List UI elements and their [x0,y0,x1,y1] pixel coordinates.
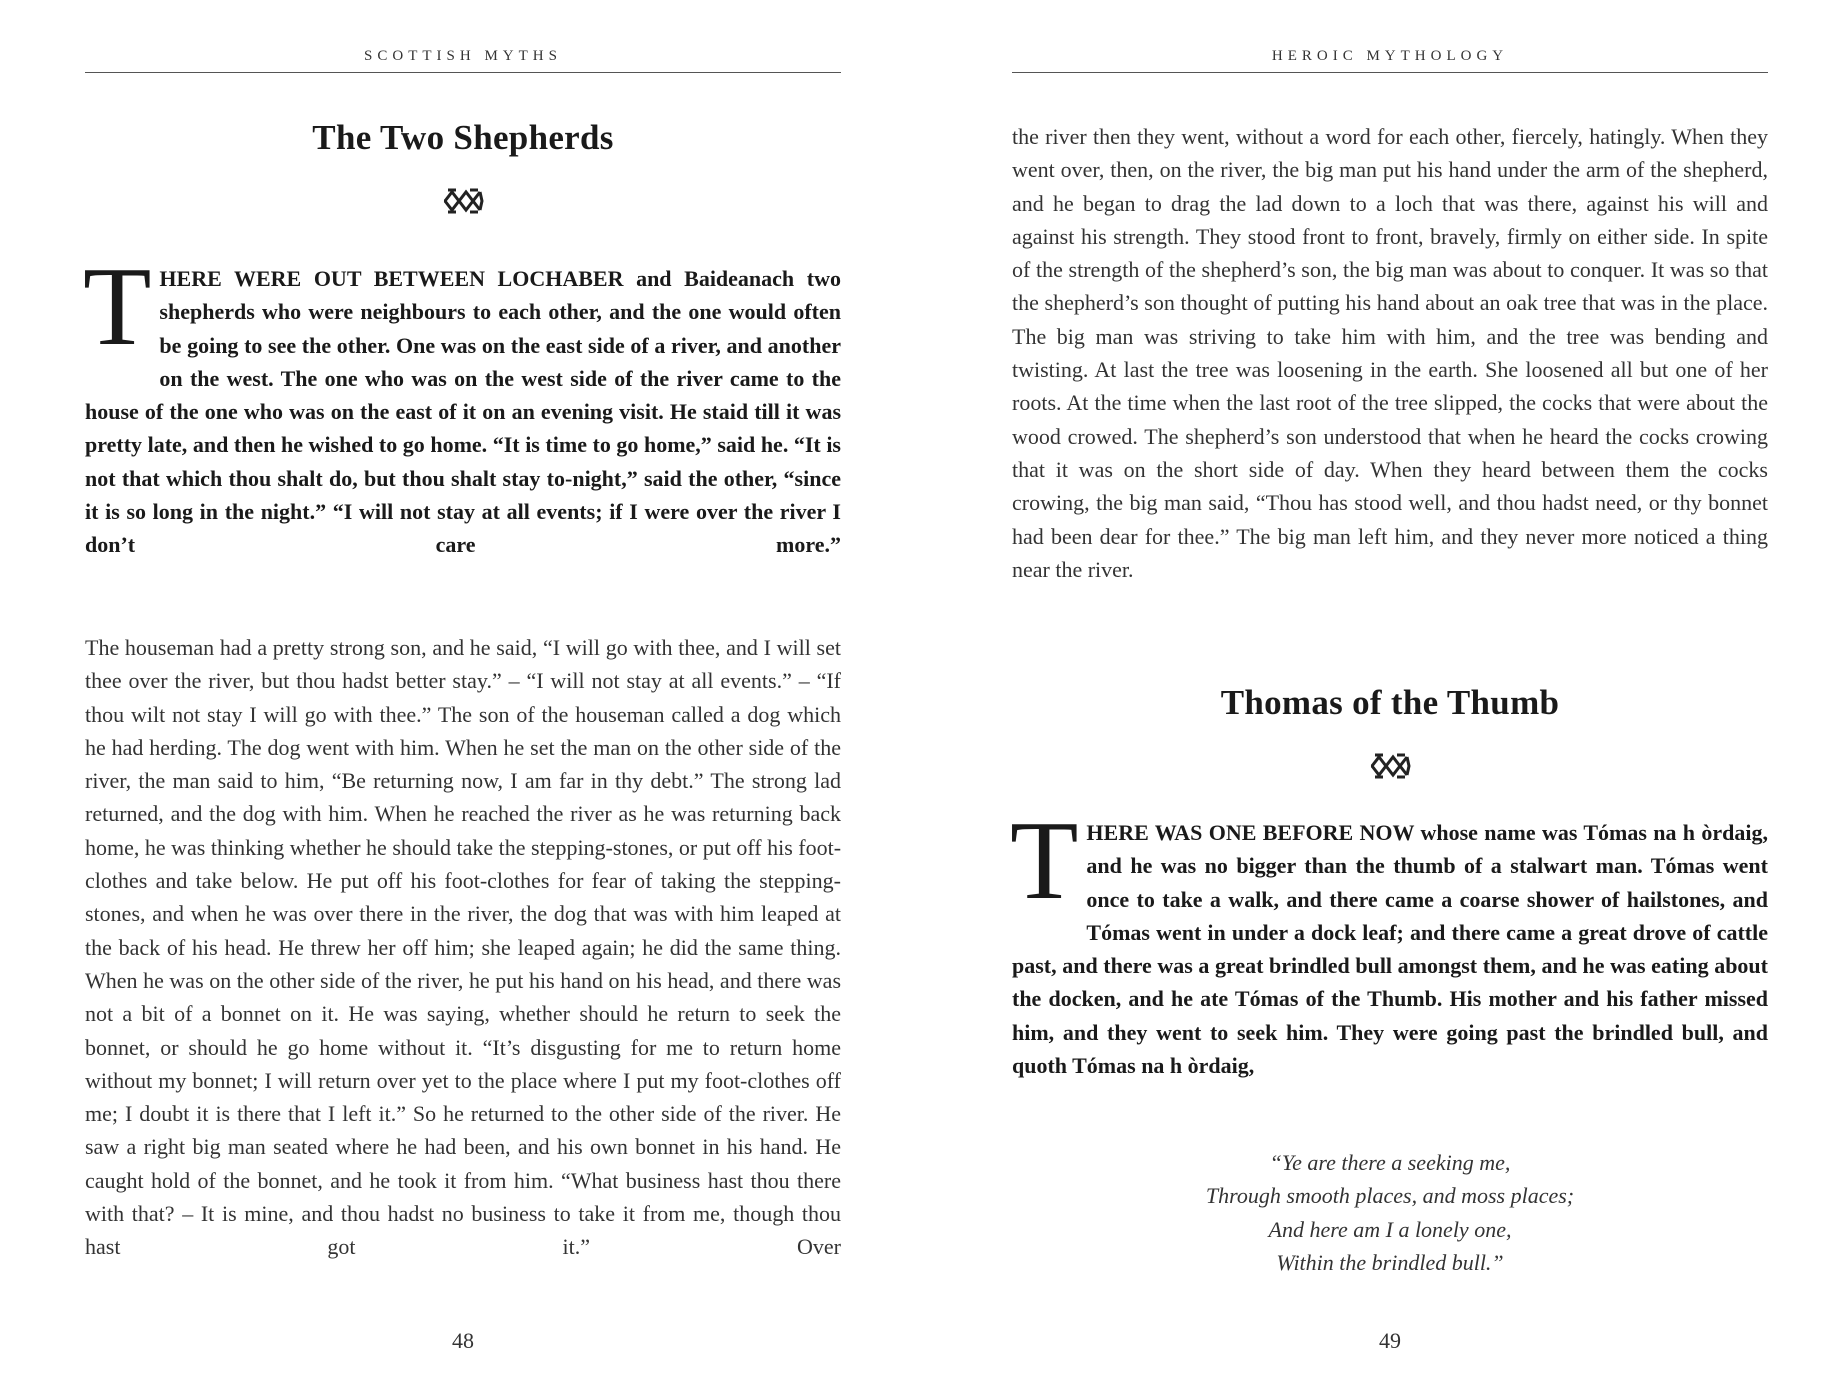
verse-line: “Ye are there a seeking me, [1269,1150,1511,1175]
drop-cap-t: T [83,245,152,369]
header-rule-right [1012,72,1768,73]
verse-line: And here am I a lonely one, [1268,1216,1512,1242]
body-paragraph-left: The houseman had a pretty strong son, and he said, “I will go with thee, and I will set thee over the river, but thou hadst better stay.” – “I will not stay at all events.” – “If thou wilt not stay I will go with thee.” The son of the houseman called a dog which he had herding. The dog went with him. When he set the man on the other side of the river, the man said to him, “Be returning now, I am far in thy debt.” The strong lad returned, and the dog with him. When he reached the river as he was returning back home, he was thinking whether he should take the stepping-stones, or put off his foot-clothes and take below. He put off his foot-clothes for fear of taking the stepping-stones, and when he was over there in the river, the dog that was with him leaped at the back of his head. He threw her off him; she leaped again; he did the same thing. When he was on the other side of the river, he put his hand on his head, and there was not a bit of a bonnet on it. He was saying, whether should he return to seek the bonnet, or should he go home without it. “It’s disgusting for me to return home without my bonnet; I will return over yet to the place where I put my foot-clothes off me; I doubt it is there that I left it.” So he returned to the other side of the river. He saw a right big man seated where he had been, and his own bonnet in his hand. He caught hold of the bonnet, and he took it from him. “What business hast thou there with that? – It is mine, and thou hadst no business to take it from me, though thou hast got it.” Over [85,635,842,1260]
header-rule-left [85,72,841,73]
celtic-knot-icon [442,186,484,216]
verse-stanza [1012,1146,1768,1279]
running-head-left: SCOTTISH MYTHS [364,48,562,64]
story-title-thomas-of-the-thumb: Thomas of the Thumb [1220,683,1560,722]
left-page [85,0,841,1400]
running-head-right: HEROIC MYTHOLOGY [1271,48,1509,64]
page-number-left: 48 [452,1328,474,1353]
celtic-knot-icon [1369,751,1411,781]
verse-line: Through smooth places, and moss places; [1205,1183,1575,1209]
drop-cap-t: T [1010,799,1079,923]
intro-paragraph-two-shepherds [83,245,841,562]
continuation-paragraph: the river then they went, without a word for each other, fiercely, hatingly. When they went over, then, on the river, the big man put his hand under the arm of the shepherd, and he began to drag the lad down to a loch that was there, against his will and against his strength. They stood front to front, bravely, firmly on either side. In spite of the strength of the shepherd’s son, the big man was about to conquer. It was so that the shepherd’s son thought of putting his hand about an oak tree that was in the place. The big man was striving to take him with him, and the tree was bending and twisting. At last the tree was loosening in the earth. She loosened all but one of her roots. At the time when the last root of the tree slipped, the cocks that were about the wood crowed. The shepherd’s son understood that when he heard the cocks crowing that it was on the short side of day. When they heard between them the cocks crowing, the big man said, “Thou has stood well, and thou hadst need, or thy bonnet had been dear for thee.” The big man left him, and they never more noticed a thing near the river. [1012,124,1768,582]
story-title-two-shepherds: The Two Shepherds [312,118,614,157]
intro-text: HERE WAS ONE BEFORE NOW whose name was Tómas na h òrdaig, and he was no bigger than the thumb of a stalwart man. Tómas went once to take a walk, and there came a coarse shower of hailstones, and Tómas went in under a dock leaf; and there came a great drove of cattle past, and there was a great brindled bull amongst them, and he was eating about the docken, and he ate Tómas of the Thumb. His mother and his father missed him, and they went to seek him. They were going past the brindled bull, and quoth Tómas na h òrdaig, [1012,820,1768,1079]
intro-paragraph-thomas [1010,799,1768,1082]
verse-line: Within the brindled bull.” [1276,1249,1504,1275]
intro-text: HERE WERE OUT BETWEEN LOCHABER and Baideanach two shepherds who were neighbours to each other, and the one would often be going to see the other. One was on the east side of a river, and another on the west. The one who was on the west side of the river came to the house of the one who was on the east of it on an evening visit. He staid till it was pretty late, and then he wished to go home. “It is time to go home,” said he. “It is not that which thou shalt do, but thou shalt stay to-night,” said the other, “since it is so long in the night.” “I will not stay at all events; if I were over the river I don’t care more.” [85,266,841,558]
page-number-right: 49 [1379,1328,1401,1353]
right-page [1012,0,1768,1400]
